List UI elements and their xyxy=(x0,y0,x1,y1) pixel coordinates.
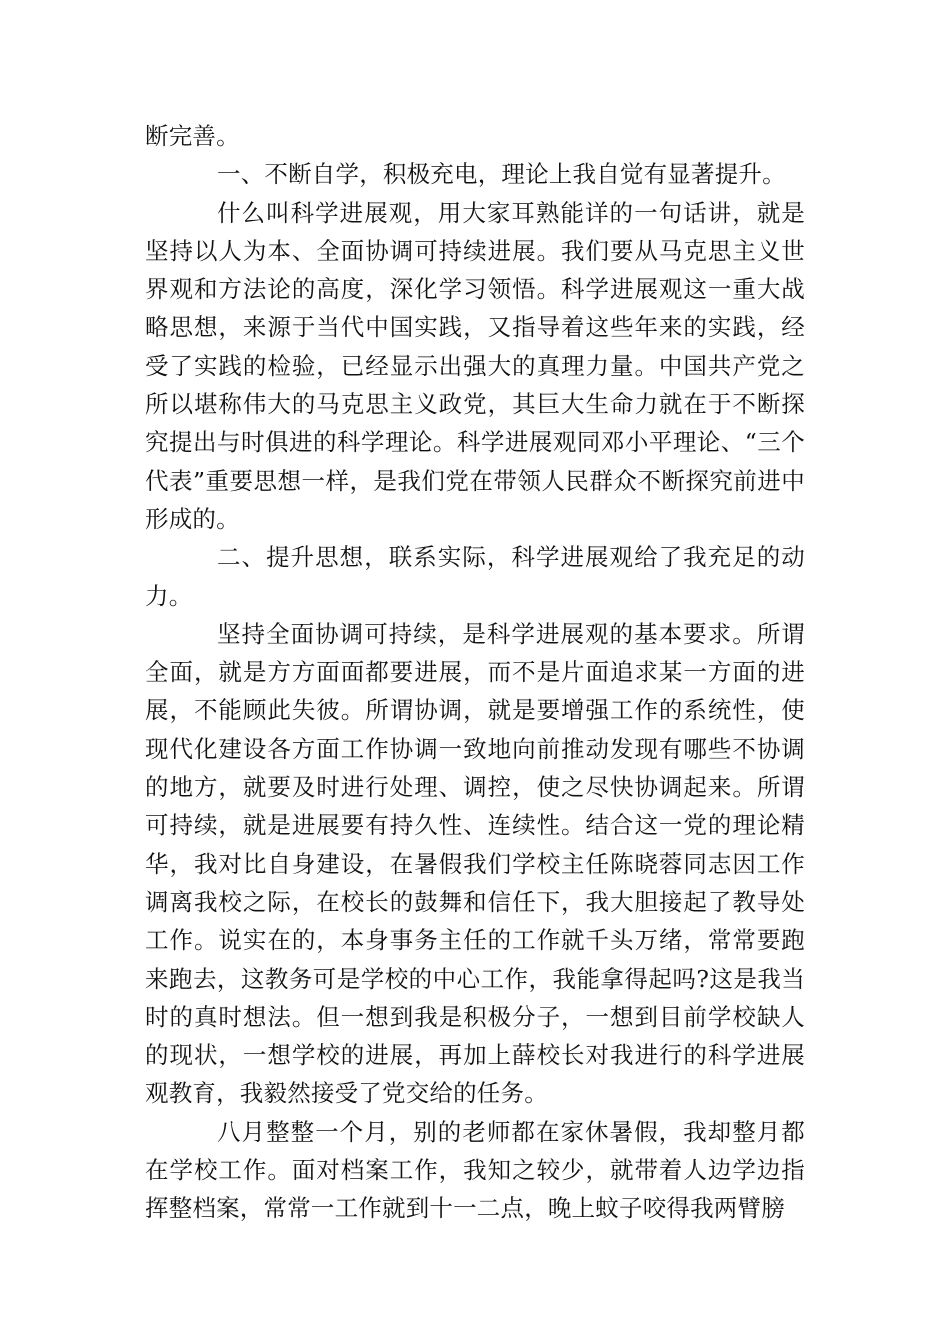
paragraph-1: 断完善。 xyxy=(145,122,240,150)
paragraph-5: 坚持全面协调可持续，是科学进展观的基本要求。所谓全面，就是方方面面都要进展，而不是片面追求某一方面的进展，不能顾此失彼。所谓协调，就是要增强工作的系统性，使现代化建设各方面工作协调一致地向前推动发现有哪些不协调的地方，就要及时进行处理、调控，使之尽快协调起来。所谓可持续，就是进展要有持久性、连续性。结合这一党的理论精华，我对比自身建设，在暑假我们学校主任陈晓蓉同志因工作调离我校之际，在校长的鼓舞和信任下，我大胆接起了教导处工作。说实在的，本身事务主任的工作就千头万绪，常常要跑来跑去，这教务可是学校的中心工作，我能拿得起吗?这是我当时的真时想法。但一想到我是积极分子，一想到目前学校缺人的现状，一想学校的进展，再加上薛校长对我进行的科学进展观教育，我毅然接受了党交给的任务。 xyxy=(145,619,805,1108)
document-body xyxy=(145,117,805,1228)
paragraph-6: 八月整整一个月，别的老师都在家休暑假，我却整月都在学校工作。面对档案工作，我知之较少，就带着人边学边指挥整档案，常常一工作就到十一二点，晚上蚊子咬得我两臂膀 xyxy=(145,1117,805,1223)
heading-section-2: 二、提升思想，联系实际，科学进展观给了我充足的动力。 xyxy=(145,543,805,610)
heading-section-1: 一、不断自学，积极充电，理论上我自觉有显著提升。 xyxy=(217,160,786,189)
paragraph-3: 什么叫科学进展观，用大家耳熟能详的一句话讲，就是坚持以人为本、全面协调可持续进展。我们要从马克思主义世界观和方法论的高度，深化学习领悟。科学进展观这一重大战略思想，来源于当代中国实践，又指导着这些年来的实践，经受了实践的检验，已经显示出强大的真理力量。中国共产党之所以堪称伟大的马克思主义政党，其巨大生命力就在于不断探究提出与时俱进的科学理论。科学进展观同邓小平理论、“三个代表”重要思想一样，是我们党在带领人民群众不断探究前进中形成的。 xyxy=(145,198,805,533)
